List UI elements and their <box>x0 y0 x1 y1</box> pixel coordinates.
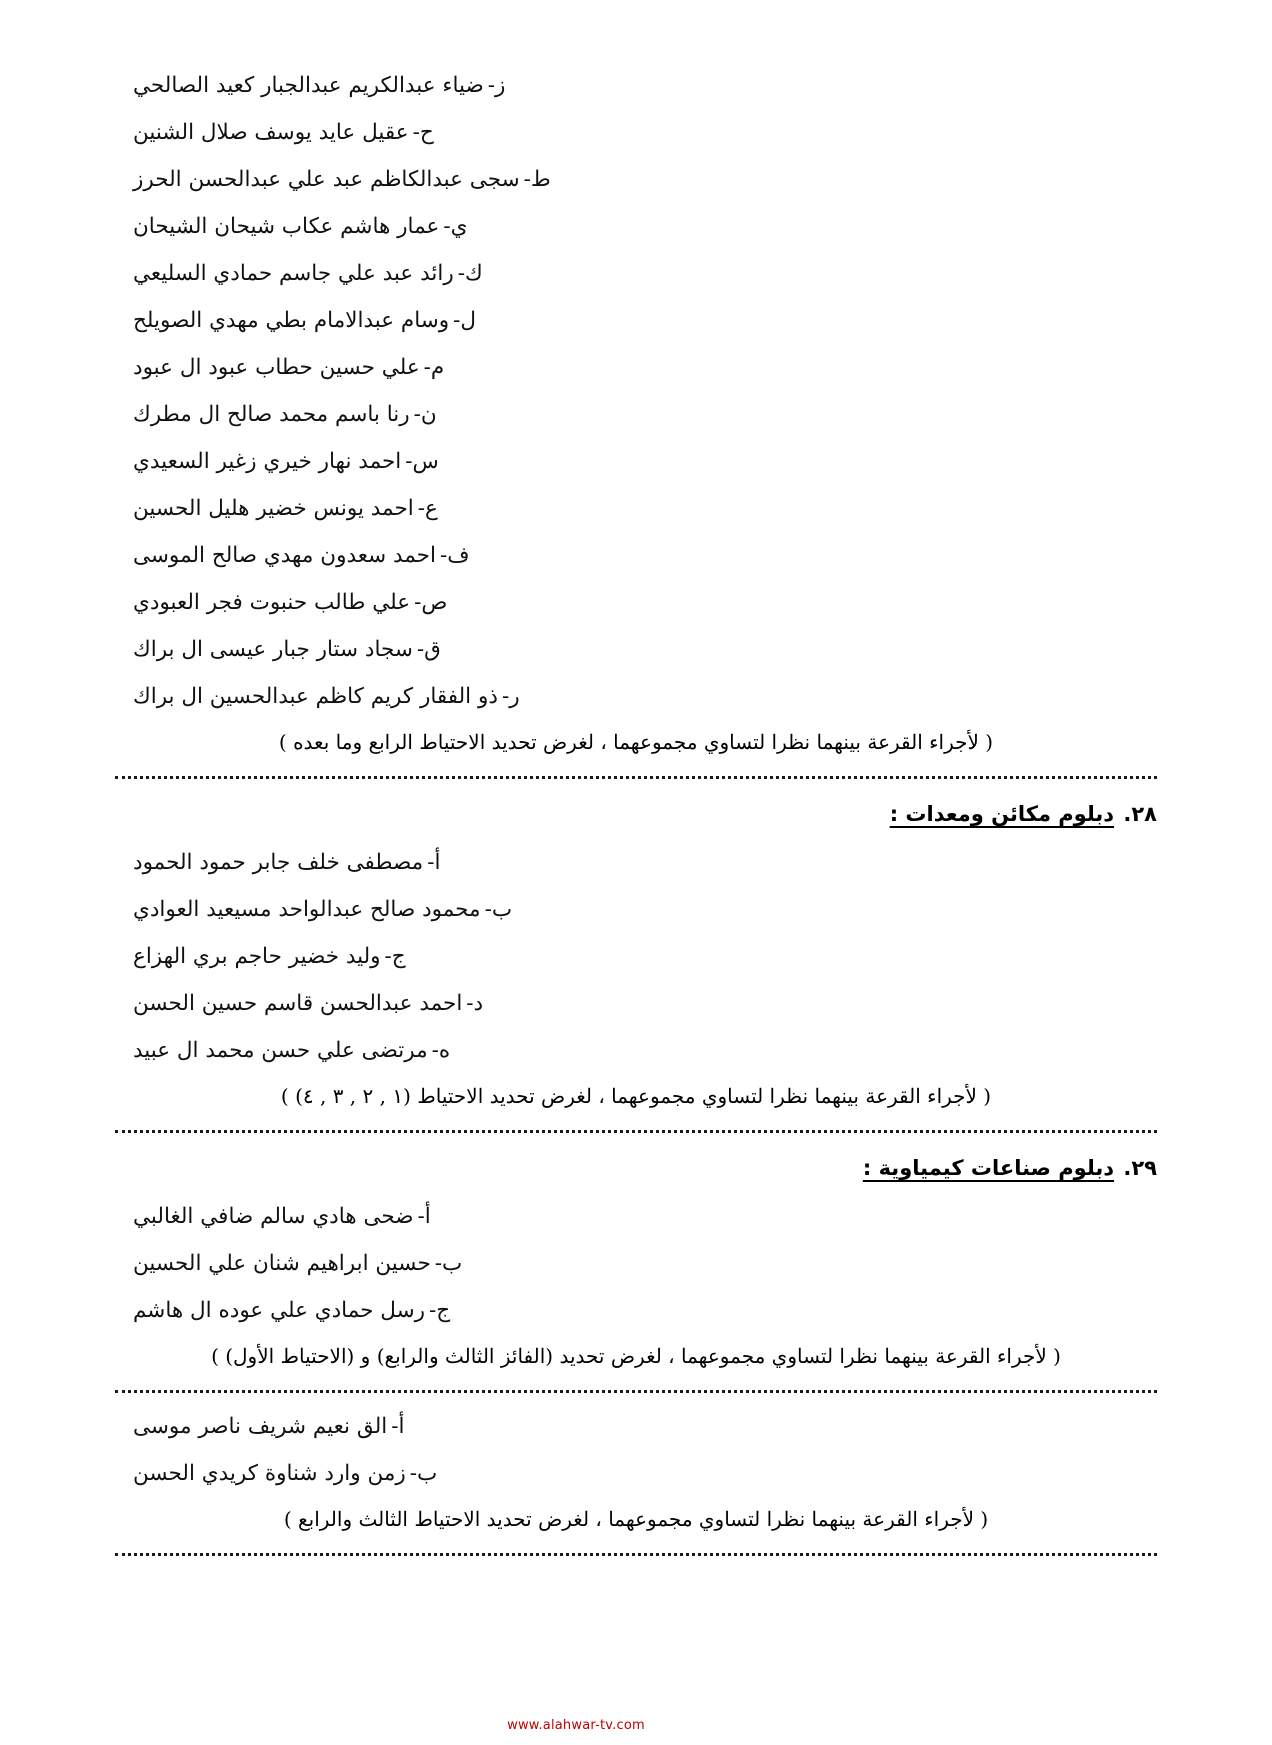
list-item-marker: أ- <box>391 1413 405 1439</box>
list-item-marker: د- <box>466 990 484 1016</box>
section-number: ٢٨. <box>1123 802 1157 826</box>
list-item-marker: ز- <box>487 72 506 98</box>
list-item-name: مرتضى علي حسن محمد ال عبيد <box>133 1037 428 1063</box>
list-item <box>115 532 1157 579</box>
list-item <box>115 1450 1157 1497</box>
list-item-name: رائد عبد علي جاسم حمادي السليعي <box>133 260 454 286</box>
list-item <box>115 1403 1157 1450</box>
list-item-name: علي طالب حنبوت فجر العبودي <box>133 589 411 615</box>
list-item-marker: ف- <box>439 542 470 568</box>
dotted-separator <box>115 1553 1157 1556</box>
list-item <box>115 344 1157 391</box>
list-item-marker: ط- <box>523 166 551 192</box>
list-item <box>115 62 1157 109</box>
list-item-marker: ن- <box>413 401 437 427</box>
list-item-marker: س- <box>405 448 439 474</box>
site-watermark <box>0 1718 1272 1733</box>
note-text: ( لأجراء القرعة بينهما نظرا لتساوي مجموعهما ، لغرض تحديد (الفائز الثالث والرابع) و (الاحتياط الأول) ) <box>211 1344 1061 1368</box>
list-item <box>115 626 1157 673</box>
list-item-marker: ج- <box>384 943 406 969</box>
list-item-marker: ب- <box>484 896 513 922</box>
list-item-marker: ك- <box>457 260 483 286</box>
list-item-marker: م- <box>423 354 445 380</box>
list-item <box>115 250 1157 297</box>
list-item-marker: ص- <box>414 589 448 615</box>
section-heading-inner <box>863 1156 1157 1180</box>
list-item <box>115 839 1157 886</box>
section-heading-inner <box>890 802 1157 826</box>
list-item-marker: ي- <box>443 213 468 239</box>
dotted-separator <box>115 1390 1157 1393</box>
list-item-name: محمود صالح عبدالواحد مسيعيد العوادي <box>133 896 481 922</box>
list-item-name: سجى عبدالكاظم عبد علي عبدالحسن الحرز <box>133 166 520 192</box>
list-item <box>115 438 1157 485</box>
list-item <box>115 579 1157 626</box>
list-item-name: وليد خضير حاجم بري الهزاع <box>133 943 381 969</box>
section-heading <box>115 789 1157 839</box>
note-text: ( لأجراء القرعة بينهما نظرا لتساوي مجموعهما ، لغرض تحديد الاحتياط الرابع وما بعده ) <box>278 730 994 754</box>
note-text: ( لأجراء القرعة بينهما نظرا لتساوي مجموعهما ، لغرض تحديد الاحتياط (١ , ٢ , ٣ , ٤) ) <box>280 1084 992 1108</box>
list-item <box>115 980 1157 1027</box>
list-item-marker: ع- <box>417 495 438 521</box>
list-item-marker: أ- <box>417 1203 431 1229</box>
list-item-marker: ق- <box>416 636 441 662</box>
section-number: ٢٩. <box>1123 1156 1157 1180</box>
list-item-marker: ح- <box>412 119 434 145</box>
list-item-name: رسل حمادي علي عوده ال هاشم <box>133 1297 425 1323</box>
list-item <box>115 297 1157 344</box>
list-item-name: علي حسين حطاب عبود ال عبود <box>133 354 420 380</box>
name-list <box>115 1403 1157 1497</box>
list-item-marker: أ- <box>427 849 441 875</box>
list-item-name: رنا باسم محمد صالح ال مطرك <box>133 401 410 427</box>
list-item-name: ذو الفقار كريم كاظم عبدالحسين ال براك <box>133 683 498 709</box>
note-text: ( لأجراء القرعة بينهما نظرا لتساوي مجموعهما ، لغرض تحديد الاحتياط الثالث والرابع ) <box>283 1507 989 1531</box>
list-item <box>115 1027 1157 1074</box>
list-item-marker: ر- <box>501 683 520 709</box>
name-list <box>115 839 1157 1074</box>
list-item-name: حسين ابراهيم شنان علي الحسين <box>133 1250 431 1276</box>
list-item <box>115 1193 1157 1240</box>
name-list <box>115 1193 1157 1334</box>
section-title: دبلوم صناعات كيمياوية : <box>862 1156 1115 1180</box>
list-item <box>115 485 1157 532</box>
list-item <box>115 673 1157 720</box>
list-item <box>115 391 1157 438</box>
list-item-name: احمد سعدون مهدي صالح الموسى <box>133 542 436 568</box>
list-item <box>115 203 1157 250</box>
list-item-marker: ب- <box>434 1250 463 1276</box>
list-item-name: ضحى هادي سالم ضافي الغالبي <box>133 1203 414 1229</box>
list-item-name: وسام عبدالامام بطي مهدي الصويلح <box>133 307 450 333</box>
list-item-name: عقيل عايد يوسف صلال الشنين <box>133 119 409 145</box>
dotted-separator <box>115 776 1157 779</box>
list-item-name: عمار هاشم عكاب شيحان الشيحان <box>133 213 440 239</box>
list-item <box>115 933 1157 980</box>
list-item-name: مصطفى خلف جابر حمود الحمود <box>133 849 424 875</box>
list-item-marker: ج- <box>428 1297 451 1323</box>
list-item <box>115 109 1157 156</box>
section-heading <box>115 1143 1157 1193</box>
list-item-name: سجاد ستار جبار عيسى ال براك <box>133 636 413 662</box>
list-item-name: احمد عبدالحسن قاسم حسين الحسن <box>133 990 463 1016</box>
list-item <box>115 1287 1157 1334</box>
list-item-marker: ه- <box>431 1037 451 1063</box>
list-item-name: زمن وارد شناوة كريدي الحسن <box>133 1460 406 1486</box>
watermark-text: www.alahwar-tv.com <box>507 1718 645 1733</box>
section-title: دبلوم مكائن ومعدات : <box>889 802 1115 826</box>
list-item-name: احمد نهار خيري زغير السعيدي <box>133 448 402 474</box>
list-item-name: الق نعيم شريف ناصر موسى <box>133 1413 388 1439</box>
name-list <box>115 62 1157 720</box>
list-item-marker: ل- <box>453 307 477 333</box>
list-item-name: احمد يونس خضير هليل الحسين <box>133 495 414 521</box>
dotted-separator <box>115 1130 1157 1133</box>
list-item <box>115 886 1157 933</box>
list-item <box>115 156 1157 203</box>
list-item-marker: ب- <box>409 1460 438 1486</box>
list-item-name: ضياء عبدالكريم عبدالجبار كعيد الصالحي <box>133 72 484 98</box>
list-item <box>115 1240 1157 1287</box>
